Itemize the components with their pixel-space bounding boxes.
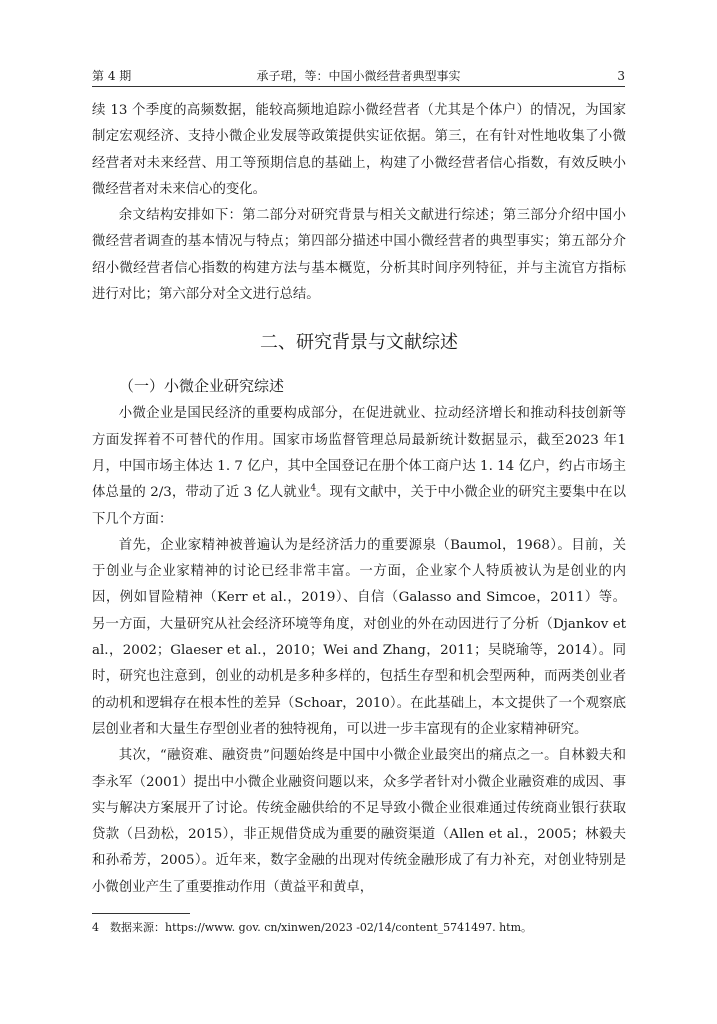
footnote-marker[interactable]: 4 <box>310 483 317 494</box>
paragraph-small-firms-tail: 。现有文献中，关于中小微企业的研究主要集中在以下几个方面： <box>92 485 627 527</box>
paragraph-continuation: 续 13 个季度的高频数据，能较高频地追踪小微经营者（尤其是个体户）的情况，为国家制定宏观经济、支持小微企业发展等政策提供实证依据。第三，在有针对性地收集了小微经营者对未来经营、用工等预期信息的基础上，构建了小微经营者信心指数，有效反映小微经营者对未来信心的变化。 <box>92 103 626 197</box>
page-number: 3 <box>617 69 625 83</box>
section-heading: 二、研究背景与文献综述 <box>260 332 458 354</box>
footnote: 4 数据来源：https://www. gov. cn/xinwen/2023 -02/14/content_5741497. htm。 <box>92 921 533 934</box>
main-text <box>92 98 626 901</box>
running-header <box>92 66 625 87</box>
footnote-rule <box>92 913 190 914</box>
paragraph-financing: 其次，“融资难、融资贵”问题始终是中国中小微企业最突出的痛点之一。自林毅夫和李永军（2001）提出中小微企业融资问题以来，众多学者针对小微企业融资难的成因、事实与解决方案展开了讨论。传统金融供给的不足导致小微企业很难通过传统商业银行获取贷款（吕劲松，2015），非正规借贷成为重要的融资渠道（Allen et al.，2005；林毅夫和孙希芳，2005）。近年来，数字金融的出现对传统金融形成了有力补充，对创业特别是小微创业产生了重要推动作用（黄益平和黄卓， <box>92 748 626 895</box>
paragraph-structure: 余文结构安排如下：第二部分对研究背景与相关文献进行综述；第三部分介绍中国小微经营者调查的基本情况与特点；第四部分描述中国小微经营者的典型事实；第五部分介绍小微经营者信心指数的构建方法与基本概览，分析其时间序列特征，并与主流官方指标进行对比；第六部分对全文进行总结。 <box>92 208 626 303</box>
running-title: 承子珺，等：中国小微经营者典型事实 <box>256 69 461 83</box>
subsection-heading: （一）小微企业研究综述 <box>119 377 285 396</box>
paragraph-small-firms-main: 小微企业是国民经济的重要构成部分，在促进就业、拉动经济增长和推动科技创新等方面发挥着不可替代的作用。国家市场监督管理总局最新统计数据显示，截至2023 年1 月，中国市场主体达 1. 7 亿户，其中全国登记在册个体工商户达 1. 14 亿户，约占市场主体总量的 2/3，带动了近 3 亿人就业 <box>92 406 626 501</box>
paragraph-small-firms <box>92 401 626 532</box>
paragraph-entrepreneurship: 首先，企业家精神被普遍认为是经济活力的重要源泉（Baumol，1968）。目前，关于创业与企业家精神的讨论已经非常丰富。一方面，企业家个人特质被认为是创业的内因，例如冒险精神（Kerr et al.，2019）、自信（Galasso and Simcoe，2011）等。另一方面，大量研究从社会经济环境等角度，对创业的外在动因进行了分析（Djankov et al.，2002；Glaeser et al.，2010；Wei and Zhang，2011；吴晓瑜等，2014）。同时，研究也注意到，创业的动机是多种多样的，包括生存型和机会型两种，而两类创业者的动机和逻辑存在根本性的差异（Schoar，2010）。在此基础上，本文提供了一个观察底层创业者和大量生存型创业者的独特视角，可以进一步丰富现有的企业家精神研究。 <box>92 537 626 737</box>
journal-issue: 第 4 期 <box>92 69 132 83</box>
